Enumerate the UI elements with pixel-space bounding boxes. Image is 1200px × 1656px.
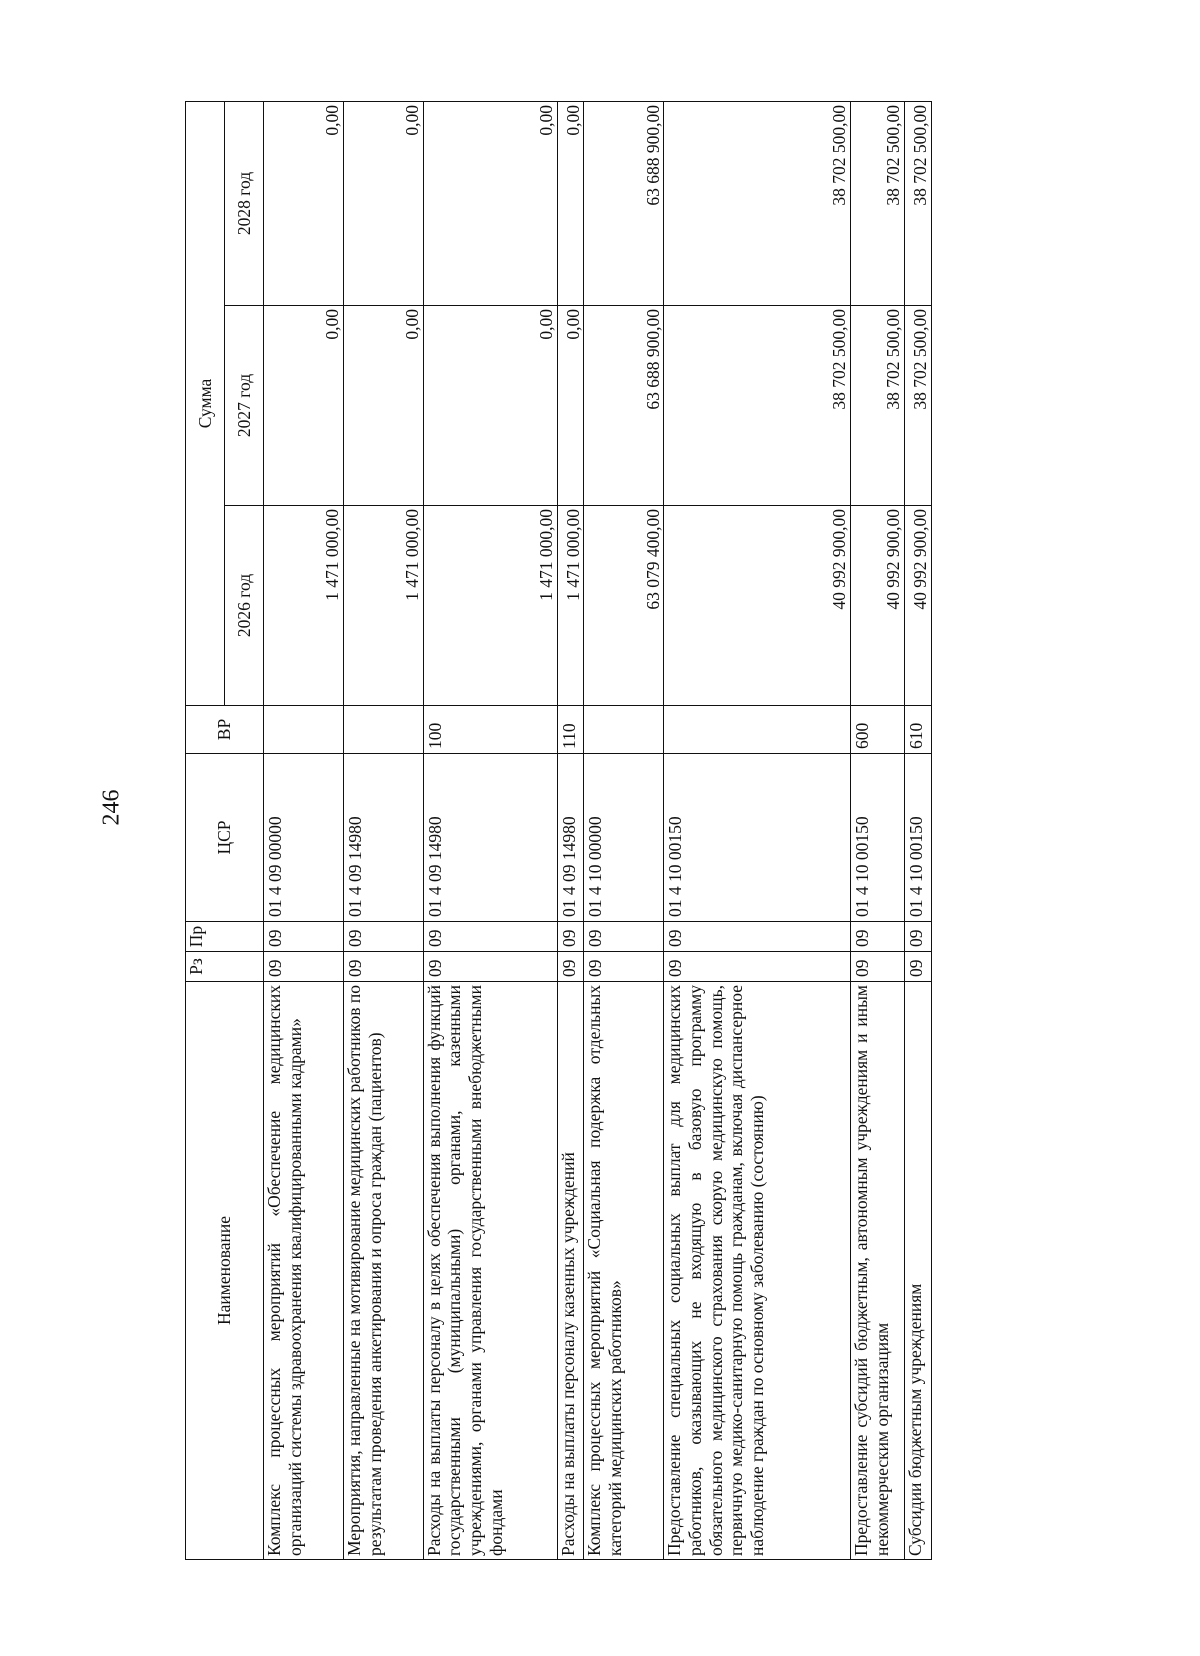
row-csr: 01 4 10 00150 bbox=[851, 754, 905, 922]
row-csr: 01 4 09 14980 bbox=[423, 754, 557, 922]
row-rz: 09 bbox=[851, 952, 905, 982]
row-name: Комплекс процессных мероприятий «Социальная подержка отдельных категорий медицинских работников» bbox=[584, 982, 664, 1560]
row-2026: 1 471 000,00 bbox=[423, 506, 557, 706]
row-name: Комплекс процессных мероприятий «Обеспечение медицинских организаций системы здравоохранения квалифицированными кадрами» bbox=[264, 982, 344, 1560]
row-name: Мероприятия, направленные на мотивирование медицинских работников по результатам проведения анкетирования и опроса граждан (пациентов) bbox=[343, 982, 423, 1560]
row-name: Предоставление субсидий бюджетным, автономным учреждениям и иным некоммерческим организациям bbox=[851, 982, 905, 1560]
header-2028: 2028 год bbox=[225, 101, 264, 305]
header-rz: Рз bbox=[186, 952, 264, 982]
header-2026: 2026 год bbox=[225, 506, 264, 706]
row-2028: 0,00 bbox=[557, 101, 584, 305]
page-number: 246 bbox=[98, 789, 125, 826]
table-row bbox=[664, 101, 851, 1559]
row-vr: 610 bbox=[904, 706, 931, 754]
row-csr: 01 4 10 00150 bbox=[904, 754, 931, 922]
row-name: Расходы на выплаты персоналу в целях обеспечения выполнения функций государственными (муниципальными) органами, казенными учреждениями, органами управления государственными внебюджетными фондами bbox=[423, 982, 557, 1560]
row-pr: 09 bbox=[584, 922, 664, 952]
row-2026: 40 992 900,00 bbox=[664, 506, 851, 706]
table-row bbox=[851, 101, 905, 1559]
row-pr: 09 bbox=[904, 922, 931, 952]
row-pr: 09 bbox=[851, 922, 905, 952]
row-vr: 100 bbox=[423, 706, 557, 754]
row-csr: 01 4 10 00150 bbox=[664, 754, 851, 922]
row-csr: 01 4 09 14980 bbox=[557, 754, 584, 922]
row-pr: 09 bbox=[664, 922, 851, 952]
row-2027: 38 702 500,00 bbox=[664, 306, 851, 506]
row-2028: 38 702 500,00 bbox=[664, 101, 851, 305]
row-pr: 09 bbox=[343, 922, 423, 952]
header-vr: ВР bbox=[186, 706, 264, 754]
header-csr: ЦСР bbox=[186, 754, 264, 922]
row-2026: 40 992 900,00 bbox=[851, 506, 905, 706]
row-pr: 09 bbox=[557, 922, 584, 952]
row-rz: 09 bbox=[904, 952, 931, 982]
budget-table-container bbox=[185, 102, 932, 1560]
row-2026: 1 471 000,00 bbox=[264, 506, 344, 706]
row-vr bbox=[264, 706, 344, 754]
table-row bbox=[584, 101, 664, 1559]
row-vr bbox=[343, 706, 423, 754]
table-row bbox=[264, 101, 344, 1559]
table-row bbox=[423, 101, 557, 1559]
row-2026: 1 471 000,00 bbox=[343, 506, 423, 706]
header-row-1 bbox=[186, 101, 225, 1559]
row-csr: 01 4 09 00000 bbox=[264, 754, 344, 922]
row-2027: 38 702 500,00 bbox=[904, 306, 931, 506]
row-vr: 110 bbox=[557, 706, 584, 754]
budget-table bbox=[185, 101, 932, 1560]
row-2026: 63 079 400,00 bbox=[584, 506, 664, 706]
row-vr bbox=[664, 706, 851, 754]
row-2026: 40 992 900,00 bbox=[904, 506, 931, 706]
row-rz: 09 bbox=[584, 952, 664, 982]
header-2027: 2027 год bbox=[225, 306, 264, 506]
row-2028: 0,00 bbox=[343, 101, 423, 305]
row-rz: 09 bbox=[557, 952, 584, 982]
header-sum: Сумма bbox=[186, 101, 225, 705]
row-2027: 38 702 500,00 bbox=[851, 306, 905, 506]
row-2028: 38 702 500,00 bbox=[851, 101, 905, 305]
row-2027: 63 688 900,00 bbox=[584, 306, 664, 506]
table-row bbox=[557, 101, 584, 1559]
row-pr: 09 bbox=[423, 922, 557, 952]
row-2027: 0,00 bbox=[423, 306, 557, 506]
table-row bbox=[343, 101, 423, 1559]
row-2028: 38 702 500,00 bbox=[904, 101, 931, 305]
row-vr bbox=[584, 706, 664, 754]
row-name: Расходы на выплаты персоналу казенных учреждений bbox=[557, 982, 584, 1560]
row-2026: 1 471 000,00 bbox=[557, 506, 584, 706]
header-name: Наименование bbox=[186, 982, 264, 1560]
row-csr: 01 4 10 00000 bbox=[584, 754, 664, 922]
row-csr: 01 4 09 14980 bbox=[343, 754, 423, 922]
row-2028: 63 688 900,00 bbox=[584, 101, 664, 305]
row-name: Предоставление специальных социальных выплат для медицинских работников, оказывающих не входящую в базовую программу обязательного медицинского страхования скорую медицинскую помощь, первичную медико-санитарную помощь гражданам, включая диспансерное наблюдение граждан по основному заболеванию (состоянию) bbox=[664, 982, 851, 1560]
header-pr: Пр bbox=[186, 922, 264, 952]
row-2027: 0,00 bbox=[557, 306, 584, 506]
row-2028: 0,00 bbox=[423, 101, 557, 305]
row-rz: 09 bbox=[664, 952, 851, 982]
row-2028: 0,00 bbox=[264, 101, 344, 305]
table-row bbox=[904, 101, 931, 1559]
row-2027: 0,00 bbox=[264, 306, 344, 506]
row-pr: 09 bbox=[264, 922, 344, 952]
row-vr: 600 bbox=[851, 706, 905, 754]
row-rz: 09 bbox=[343, 952, 423, 982]
row-rz: 09 bbox=[264, 952, 344, 982]
row-2027: 0,00 bbox=[343, 306, 423, 506]
row-name: Субсидии бюджетным учреждениям bbox=[904, 982, 931, 1560]
row-rz: 09 bbox=[423, 952, 557, 982]
